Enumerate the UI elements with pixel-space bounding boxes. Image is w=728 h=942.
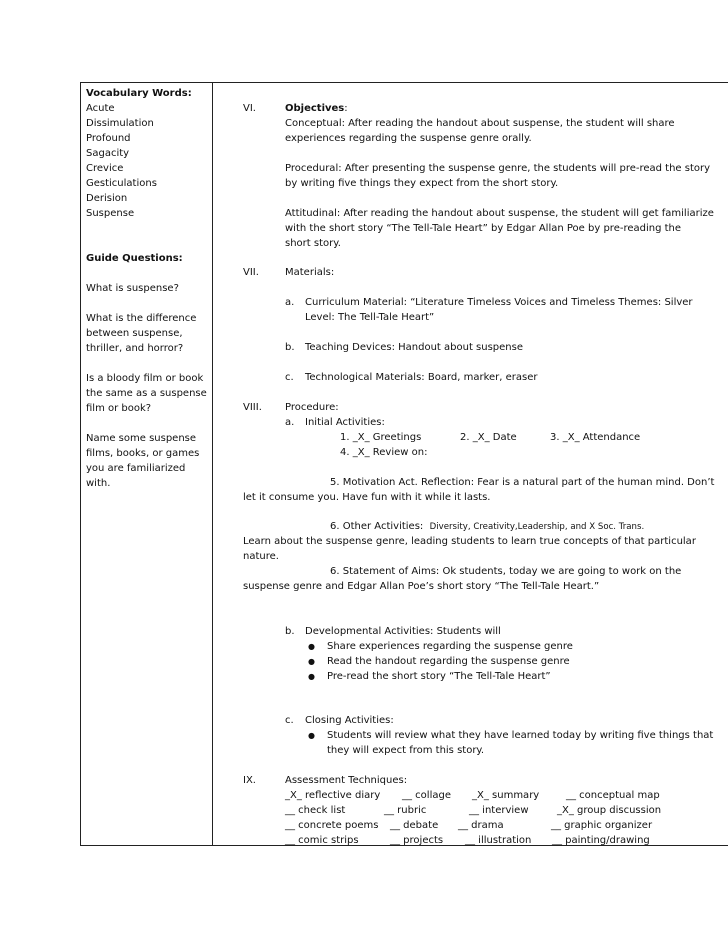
objective-attitudinal: with the short story “The Tell-Tale Heart” by Edgar Allan Poe by pre-reading the xyxy=(285,223,682,234)
material-technological: Technological Materials: Board, marker, eraser xyxy=(305,372,538,383)
statement-of-aims: 6. Statement of Aims: Ok students, today we are going to work on the xyxy=(330,566,682,577)
date-item: 2. _X_ Date xyxy=(460,432,517,443)
bullet-icon: ● xyxy=(308,657,315,666)
motivation-text: 5. Motivation Act. Reflection: Fear is a natural part of the human mind. Don’t xyxy=(330,477,715,488)
assessment-option: __ graphic organizer xyxy=(551,820,653,831)
assessment-option: __ debate xyxy=(390,820,439,831)
guide-question: Name some suspense xyxy=(86,433,197,444)
guide-question: What is suspense? xyxy=(86,283,179,294)
developmental-item: Read the handout regarding the suspense genre xyxy=(327,656,570,667)
vocab-word: Sagacity xyxy=(86,148,130,159)
assessment-option: __ comic strips xyxy=(285,835,359,846)
other-activities-text: Learn about the suspense genre, leading students to learn true concepts of that particular xyxy=(243,536,696,547)
vocab-word: Suspense xyxy=(86,208,135,219)
guide-question: you are familiarized xyxy=(86,463,186,474)
vocab-word: Profound xyxy=(86,133,131,144)
section-number: VI. xyxy=(243,103,256,114)
list-letter: c. xyxy=(285,372,294,383)
vocab-word: Gesticulations xyxy=(86,178,157,189)
guide-question: with. xyxy=(86,478,111,489)
bullet-icon: ● xyxy=(308,672,315,681)
initial-activities-label: Initial Activities: xyxy=(305,417,385,428)
guide-question: film or book? xyxy=(86,403,152,414)
developmental-item: Pre-read the short story “The Tell-Tale Heart” xyxy=(327,671,551,682)
guide-question: Is a bloody film or book xyxy=(86,373,204,384)
other-activities-text: nature. xyxy=(243,551,279,562)
material-curriculum: Curriculum Material: “Literature Timeless Voices and Timeless Themes: Silver xyxy=(305,297,693,308)
assessment-option: __ interview xyxy=(469,805,529,816)
vocab-word: Acute xyxy=(86,103,115,114)
greetings-item: 1. _X_ Greetings xyxy=(340,432,422,443)
guide-question: between suspense, xyxy=(86,328,183,339)
material-curriculum: Level: The Tell-Tale Heart” xyxy=(305,312,435,323)
assessment-option: _X_ summary xyxy=(472,790,540,801)
assessment-heading: Assessment Techniques: xyxy=(285,775,408,786)
vocab-heading: Vocabulary Words: xyxy=(86,88,192,99)
vocab-word: Derision xyxy=(86,193,128,204)
guide-question: the same as a suspense xyxy=(86,388,207,399)
section-number: VII. xyxy=(243,267,259,278)
list-letter: b. xyxy=(285,626,295,637)
assessment-option: __ painting/drawing xyxy=(552,835,650,846)
objective-procedural: Procedural: After presenting the suspense genre, the students will pre-read the story xyxy=(285,163,711,174)
guide-question: What is the difference xyxy=(86,313,197,324)
other-activities: 6. Other Activities: Diversity, Creativity,Leadership, and X Soc. Trans. xyxy=(330,521,645,532)
assessment-option: __ concrete poems xyxy=(285,820,379,831)
material-teaching-devices: Teaching Devices: Handout about suspense xyxy=(305,342,524,353)
vocab-word: Crevice xyxy=(86,163,124,174)
guide-heading: Guide Questions: xyxy=(86,253,183,264)
column-divider xyxy=(212,82,213,846)
assessment-option: _X_ reflective diary xyxy=(285,790,381,801)
objective-procedural: by writing five things they expect from the short story. xyxy=(285,178,559,189)
closing-activities-label: Closing Activities: xyxy=(305,715,394,726)
materials-heading: Materials: xyxy=(285,267,335,278)
assessment-option: __ drama xyxy=(458,820,504,831)
objective-attitudinal: Attitudinal: After reading the handout about suspense, the student will get familiarize xyxy=(285,208,714,219)
guide-question: thriller, and horror? xyxy=(86,343,184,354)
assessment-option: __ illustration xyxy=(465,835,532,846)
vocab-word: Dissimulation xyxy=(86,118,154,129)
list-letter: c. xyxy=(285,715,294,726)
motivation-text: let it consume you. Have fun with it while it lasts. xyxy=(243,492,491,503)
guide-question: films, books, or games xyxy=(86,448,200,459)
assessment-option: __ collage xyxy=(402,790,451,801)
assessment-option: __ conceptual map xyxy=(566,790,660,801)
section-number: IX. xyxy=(243,775,256,786)
bullet-icon: ● xyxy=(308,731,315,740)
assessment-option: __ projects xyxy=(390,835,444,846)
objective-conceptual: experiences regarding the suspense genre orally. xyxy=(285,133,532,144)
objective-attitudinal: short story. xyxy=(285,238,341,249)
objectives-heading: Objectives: xyxy=(285,103,348,114)
procedure-heading: Procedure: xyxy=(285,402,339,413)
review-item: 4. _X_ Review on: xyxy=(340,447,428,458)
list-letter: a. xyxy=(285,417,295,428)
assessment-option: _X_ group discussion xyxy=(557,805,662,816)
left-column xyxy=(86,86,208,491)
section-number: VIII. xyxy=(243,402,262,413)
bullet-icon: ● xyxy=(308,642,315,651)
closing-item: Students will review what they have learned today by writing five things that xyxy=(327,730,714,741)
developmental-item: Share experiences regarding the suspense genre xyxy=(327,641,573,652)
developmental-activities-label: Developmental Activities: Students will xyxy=(305,626,501,637)
objective-conceptual: Conceptual: After reading the handout about suspense, the student will share xyxy=(285,118,675,129)
attendance-item: 3. _X_ Attendance xyxy=(550,432,641,443)
list-letter: b. xyxy=(285,342,295,353)
assessment-option: __ check list xyxy=(285,805,346,816)
assessment-option: __ rubric xyxy=(384,805,427,816)
list-letter: a. xyxy=(285,297,295,308)
closing-item: they will expect from this story. xyxy=(327,745,485,756)
statement-of-aims: suspense genre and Edgar Allan Poe’s short story “The Tell-Tale Heart.” xyxy=(243,581,600,592)
